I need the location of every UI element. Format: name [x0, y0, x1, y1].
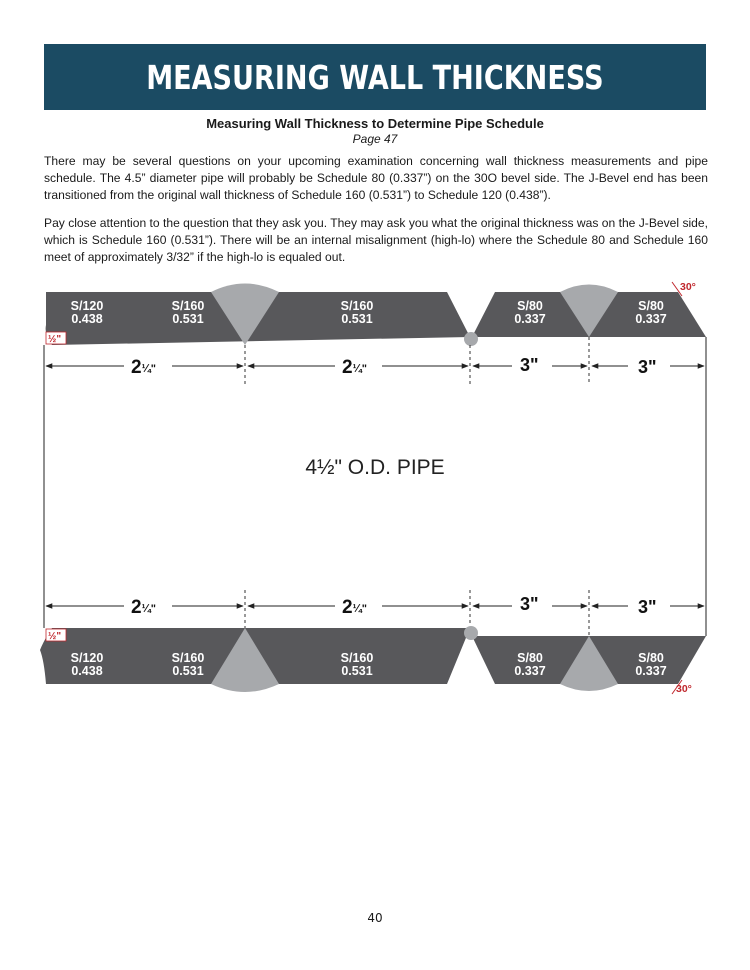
- bottom-label-sched: S/160: [171, 651, 205, 665]
- dimension-label: 3": [638, 597, 657, 617]
- pipe-od-label: 4½" O.D. PIPE: [305, 456, 445, 479]
- bottom-label-sched: S/120: [70, 651, 104, 665]
- page-number: 40: [367, 911, 383, 925]
- pipe-diagram: [0, 270, 750, 710]
- bevel-angle-top: 30°: [680, 281, 696, 293]
- page-reference: Page 47: [352, 132, 398, 146]
- top-label-thick: 0.337: [635, 312, 667, 326]
- bottom-label-thick: 0.337: [514, 664, 546, 678]
- bottom-label-thick: 0.337: [635, 664, 667, 678]
- bottom-high-lo-bead: [464, 626, 478, 640]
- section-subtitle: Measuring Wall Thickness to Determine Pipe Schedule: [206, 116, 544, 131]
- paragraph-1: There may be several questions on your upcoming examination concerning wall thickness measurements and pipe schedule. The 4.5” diameter pipe will probably be Schedule 80 (0.337”) on the 30O bevel side. The J-Bevel end has been transitioned from the original wall thickness of Schedule 160 (0.531”) to Schedule 120 (0.438”).: [44, 154, 708, 202]
- top-label-sched: S/120: [70, 299, 104, 313]
- page-title: MEASURING WALL THICKNESS: [146, 57, 604, 97]
- dimension-label: 2¼": [342, 357, 367, 378]
- top-wall: [46, 284, 706, 347]
- dimension-label: 3": [520, 594, 539, 614]
- top-high-lo-bead: [464, 332, 478, 346]
- root-face-bottom: ½": [48, 631, 62, 642]
- top-label-sched: S/160: [340, 299, 374, 313]
- top-label-thick: 0.438: [71, 312, 103, 326]
- top-label-thick: 0.531: [341, 312, 373, 326]
- dimension-label: 3": [520, 355, 539, 375]
- dimension-label: 2¼": [131, 597, 156, 618]
- top-label-thick: 0.531: [172, 312, 204, 326]
- bottom-label-sched: S/80: [638, 651, 664, 665]
- dimension-label: 2¼": [131, 357, 156, 378]
- bottom-label-sched: S/80: [517, 651, 543, 665]
- bottom-label-sched: S/160: [340, 651, 374, 665]
- bottom-label-thick: 0.531: [172, 664, 204, 678]
- top-label-sched: S/160: [171, 299, 205, 313]
- bottom-label-thick: 0.438: [71, 664, 103, 678]
- bottom-label-thick: 0.531: [341, 664, 373, 678]
- top-label-thick: 0.337: [514, 312, 546, 326]
- bevel-angle-bottom: 30°: [676, 683, 692, 695]
- root-face-top: ½": [48, 334, 62, 345]
- paragraph-2: Pay close attention to the question that they ask you. They may ask you what the original thickness was on the J-Bevel side, which is Schedule 160 (0.531”). There will be an internal misalignment (high-lo) where the Schedule 80 and Schedule 160 meet of approximately 3/32” if the high-lo is equaled out.: [44, 216, 708, 264]
- dimension-label: 2¼": [342, 597, 367, 618]
- title-banner: [44, 44, 706, 110]
- dimension-label: 3": [638, 357, 657, 377]
- top-label-sched: S/80: [638, 299, 664, 313]
- top-label-sched: S/80: [517, 299, 543, 313]
